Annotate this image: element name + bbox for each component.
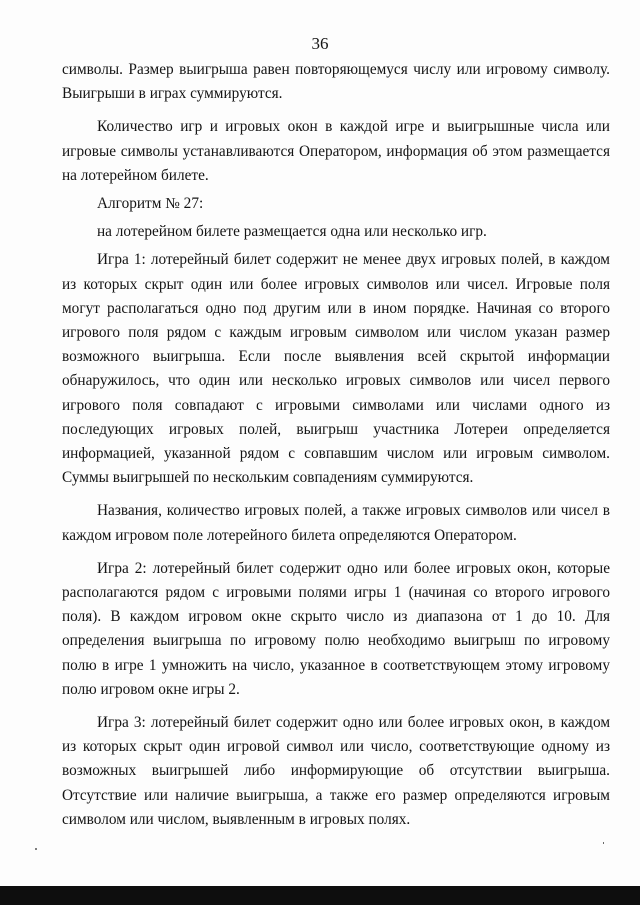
paragraph-games-count: на лотерейном билете размещается одна или несколько игр. (97, 223, 487, 241)
algorithm-heading: Алгоритм № 27: (97, 195, 204, 213)
paragraph-field-names: Названия, количество игровых полей, а также игровых символов или чисел в каждом игровом поле лотерейного билета определяются Оператором. (62, 502, 610, 544)
paragraph-game-3: Игра 3: лотерейный билет содержит одно или более игровых окон, в каждом из которых скрыт один игровой символ или число, соответствующие одному из возможных выигрышей либо информирующие об отсутствии выигрыша. Отсутствие или наличие выигрыша, а также его размер определяются игровым символом или числом, выявленным в игровых полях. (62, 714, 610, 828)
paragraph-game-2: Игра 2: лотерейный билет содержит одно или более игровых окон, которые располагаются рядом с игровыми полями игры 1 (начиная со второго игрового поля). В каждом игровом окне скрыто число из диапазона от 1 до 10. Для определения выигрыша по игровому полю необходимо выигрыш по игровому полю в игре 1 умножить на число, указанное в соответствующем этому игровому полю игровом окне игры 2. (62, 559, 610, 698)
paragraph-continuation: символы. Размер выигрыша равен повторяющемуся числу или игровому символу. Выигрыши в играх суммируются. (62, 61, 610, 103)
document-body (62, 58, 610, 832)
scan-bottom-edge (0, 886, 640, 905)
page-number: 36 (311, 34, 329, 53)
scan-speck (603, 842, 604, 844)
paragraph-operator-settings: Количество игр и игровых окон в каждой игре и выигрышные числа или игровые символы устанавливаются Оператором, информация об этом размещается на лотерейном билете. (62, 118, 610, 184)
paragraph-game-1: Игра 1: лотерейный билет содержит не менее двух игровых полей, в каждом из которых скрыт один или более игровых символов или чисел. Игровые поля могут располагаться одно под другим или в ином порядке. Начиная со второго игрового поля рядом с каждым игровым символом или числом указан размер возможного выигрыша. Если после выявления всей скрытой информации обнаружилось, что один или несколько игровых символов или чисел первого игрового поля совпадают с игровыми символами или числами одного из последующих игровых полей, выигрыш участника Лотереи определяется информацией, указанной рядом с совпавшим числом или игровым символом. Суммы выигрышей по нескольким совпадениям суммируются. (62, 251, 610, 487)
scan-speck (35, 848, 37, 850)
